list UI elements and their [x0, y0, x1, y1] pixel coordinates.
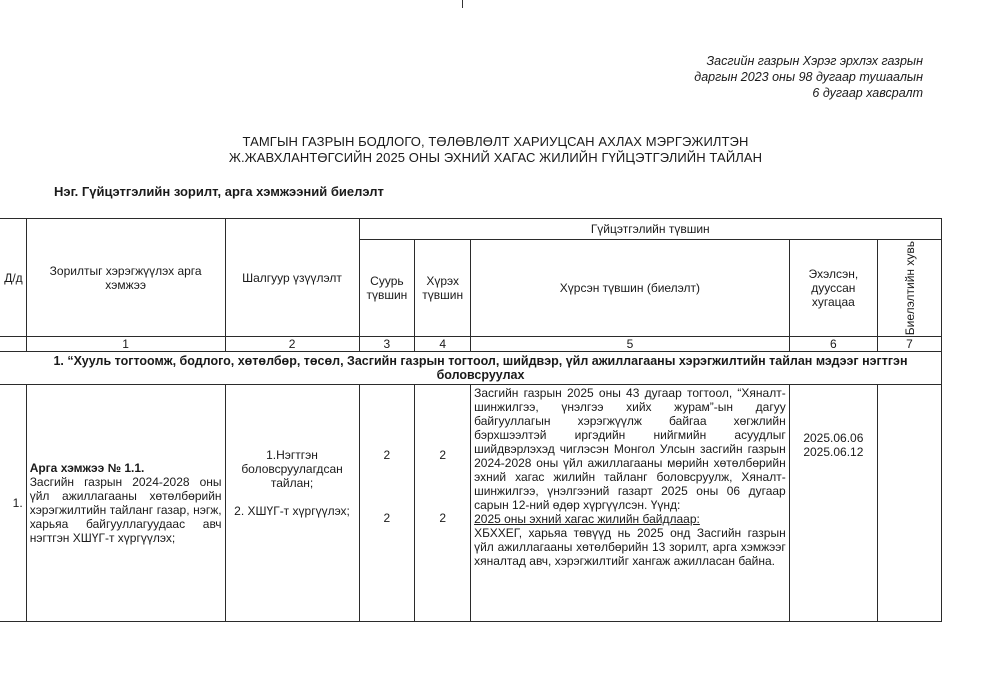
- row-date-start: 2025.06.06: [803, 431, 864, 445]
- row-achieved-subhead: 2025 оны эхний хагас жилийн байдлаар:: [474, 512, 700, 526]
- goal-row: [0, 352, 942, 385]
- row-achieved-tail: ХБХХЕГ, харьяа төвүүд нь 2025 онд Засгийн газрын үйл ажиллагааны хөтөлбөрийн 13 зорилт, арга хэмжээг хяналтад авч, хэрэгжилтийг хангаж ажилласан байна.: [474, 526, 786, 568]
- row-indicator-2: 2. ХШҮГ-т хүргүүлэх;: [234, 504, 350, 518]
- report-title-line-2: Ж.ЖАВХЛАНТӨГСИЙН 2025 ОНЫ ЭХНИЙ ХАГАС ЖИЛИЙН ГҮЙЦЭТГЭЛИЙН ТАЙЛАН: [228, 150, 763, 165]
- row-baseline: [359, 385, 415, 622]
- header-baseline: Суурь түвшин: [359, 240, 415, 337]
- table-header-row-1: [0, 219, 942, 240]
- col-number-2: 2: [225, 337, 359, 352]
- row-target-1: 2: [439, 448, 447, 462]
- header-no: Д/д: [0, 219, 26, 337]
- row-baseline-2: 2: [383, 511, 391, 525]
- header-indicator: Шалгуур үзүүлэлт: [225, 219, 359, 337]
- report-title: [0, 134, 991, 166]
- table-row: [0, 385, 942, 622]
- row-measure-text: Засгийн газрын 2024-2028 оны үйл ажиллагааны хөтөлбөрийн хэрэгжилтийн тайланг газар, нэгж, харьяа байгууллагуудаас авч нэгтгэн ХШҮГ-т хүргүүлэх;: [29, 475, 222, 545]
- page-top-mark: [462, 0, 463, 8]
- col-number-3: 3: [359, 337, 415, 352]
- col-number-6: 6: [789, 337, 877, 352]
- row-achieved-main: Засгийн газрын 2025 оны 43 дугаар тогтоол, “Хяналт-шинжилгээ, үнэлгээ хийх журам”-ын дагуу байгууллагын хэрэгжүүлж байгаа хөгжлийн бэрхшээлтэй иргэдийн нийгмийн асуудлыг шийдвэрлэхэд чиглэсэн Монгол Улсын засгийн газрын 2024-2028 оны үйл ажиллагааны мөрийн хөтөлбөрийн эхний хагас жилийн тайланг боловсруулж, Хяналт-шинжилгээ, үнэлгээний газарт 2025 оны 06 дугаар сарын 12-ний өдөр хүргүүлсэн. Үүнд:: [474, 386, 786, 512]
- decree-line-3: 6 дугаар хавсралт: [812, 86, 923, 100]
- row-percent: [878, 385, 942, 622]
- header-period: Эхэлсэн, дууссан хугацаа: [789, 240, 877, 337]
- row-date-end: 2025.06.12: [803, 445, 864, 459]
- header-percent: [878, 240, 942, 337]
- performance-table: [0, 218, 942, 622]
- decree-line-2: даргын 2023 оны 98 дугаар тушаалын: [694, 70, 923, 84]
- row-achieved: [471, 385, 790, 622]
- col-number-1: 1: [26, 337, 225, 352]
- report-title-line-1: ТАМГЫН ГАЗРЫН БОДЛОГО, ТӨЛӨВЛӨЛТ ХАРИУЦСАН АХЛАХ МЭРГЭЖИЛТЭН: [242, 134, 749, 149]
- row-baseline-1: 2: [383, 448, 391, 462]
- row-indicator-1: 1.Нэгтгэн боловсруулагдсан тайлан;: [241, 448, 343, 490]
- col-number-blank: [0, 337, 26, 352]
- col-number-7: 7: [878, 337, 942, 352]
- col-number-4: 4: [415, 337, 471, 352]
- header-target: Хүрэх түвшин: [415, 240, 471, 337]
- goal-row-text: 1. “Хууль тогтоомж, бодлого, хөтөлбөр, төсөл, Засгийн газрын тогтоол, шийдвэр, үйл ажиллагааны хэрэгжилтийн тайлан мэдээг нэгтгэн боловсруулах: [0, 352, 942, 385]
- row-target-2: 2: [439, 511, 447, 525]
- column-number-row: [0, 337, 942, 352]
- decree-annex-note: [694, 53, 923, 101]
- header-performance-group: Гүйцэтгэлийн түвшин: [359, 219, 942, 240]
- header-measure: Зорилтыг хэрэгжүүлэх арга хэмжээ: [26, 219, 225, 337]
- row-target: [415, 385, 471, 622]
- row-measure-title: Арга хэмжээ № 1.1.: [29, 461, 145, 475]
- section-heading: Нэг. Гүйцэтгэлийн зорилт, арга хэмжээний биелэлт: [54, 184, 384, 199]
- header-percent-label: Биелэлтийн хувь: [902, 240, 917, 336]
- row-measure: [26, 385, 225, 622]
- col-number-5: 5: [471, 337, 790, 352]
- row-indicator: [225, 385, 359, 622]
- row-period: [789, 385, 877, 622]
- decree-line-1: Засгийн газрын Хэрэг эрхлэх газрын: [706, 54, 923, 68]
- header-achieved: Хүрсэн түвшин (биелэлт): [471, 240, 790, 337]
- row-no: 1.: [0, 385, 26, 622]
